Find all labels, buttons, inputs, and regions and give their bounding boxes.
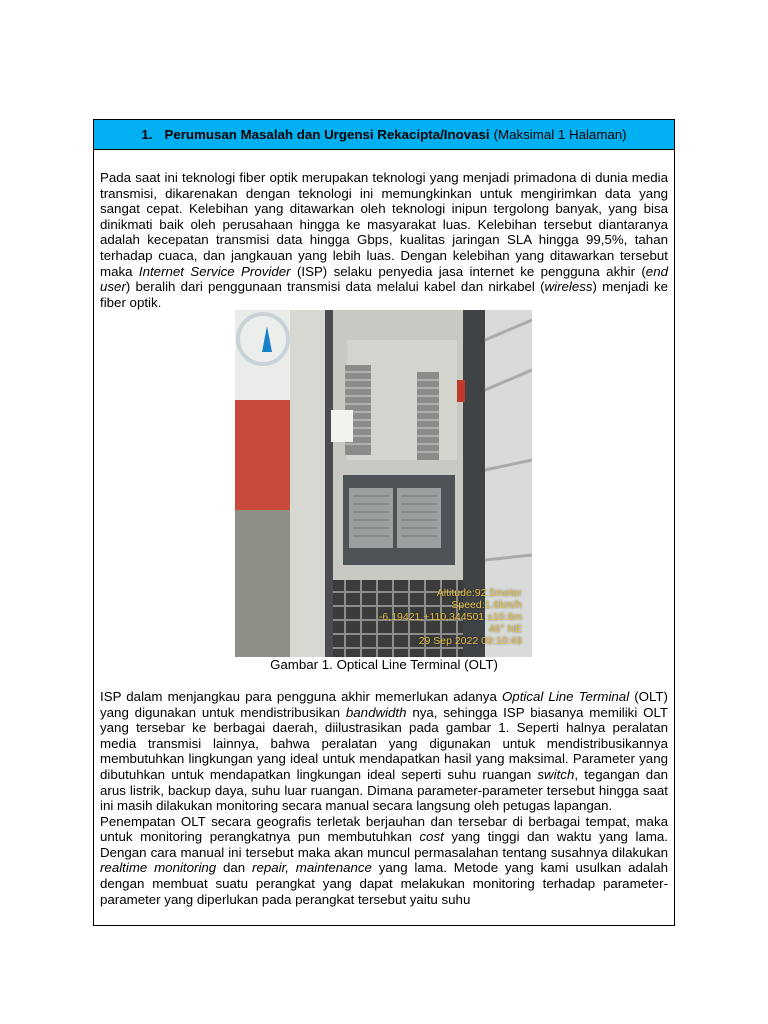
section-header (94, 120, 674, 150)
section-title: Perumusan Masalah dan Urgensi Rekacipta/Inovasi (164, 127, 490, 142)
text-run-italic: bandwidth (345, 704, 407, 720)
figure-caption: Gambar 1. Optical Line Terminal (OLT) (270, 657, 498, 673)
text-run: yang lama. Metode yang kami usulkan adalah dengan membuat suatu perangkat yang dapat melakukan monitoring terhadap parameter-parameter yang diperlukan pada perangkat tersebut yaitu suhu (100, 860, 669, 907)
text-run: Penempatan OLT secara geografis terletak berjauhan dan tersebar di berbagai tempat, maka untuk monitoring perangkatnya pun membutuhkan (100, 813, 668, 845)
text-run: ) beralih dari penggunaan transmisi data melalui kabel dan nirkabel ( (125, 279, 545, 295)
text-run: (OLT) yang digunakan untuk mendistribusikan (100, 688, 668, 720)
section-box (93, 119, 675, 926)
paragraph-intro (100, 170, 668, 310)
text-run-italic: switch (537, 766, 575, 782)
section-subtitle: (Maksimal 1 Halaman) (493, 127, 627, 142)
overlay-coords: -6,19421,+110,344501 ±10.6m (378, 611, 522, 624)
text-run: (ISP) selaku penyedia jasa internet ke pengguna akhir ( (290, 263, 646, 279)
olt-photo (235, 310, 532, 657)
text-run-italic: end user (100, 263, 668, 295)
text-run-italic: realtime monitoring (100, 860, 217, 876)
text-run: ISP dalam menjangkau para pengguna akhir memerlukan adanya (100, 688, 502, 704)
text-run-italic: repair, maintenance (252, 860, 372, 876)
gps-overlay (379, 587, 522, 647)
section-content (100, 170, 668, 907)
text-run: , tegangan dan arus listrik, backup daya, suhu luar ruangan. Dimana parameter-parameter tersebut hingga saat ini masih dilakukan monitoring secara manual secara langsung oleh petugas lapangan. (100, 766, 668, 814)
text-run-italic: Optical Line Terminal (501, 688, 630, 704)
overlay-heading: 46° NE (488, 623, 522, 636)
overlay-datetime: 29 Sep 2022 09:10:49 (418, 635, 522, 648)
overlay-speed: Speed:1.6km/h (451, 599, 522, 612)
text-run-italic: cost (419, 829, 444, 845)
text-run: ) menjadi ke fiber optik. (100, 279, 668, 310)
overlay-altitude: Altitude:92.5meter (436, 587, 522, 600)
paragraph-olt (100, 689, 668, 814)
text-run: dan (216, 860, 253, 876)
text-run-italic: Internet Service Provider (138, 263, 291, 279)
text-run-italic: wireless (544, 279, 593, 295)
compass-icon (236, 312, 290, 366)
spacer (100, 673, 668, 689)
text-run: yang tinggi dan waktu yang lama. Dengan cara manual ini tersebut maka akan muncul permasalahan tentang susahnya dilakukan (100, 829, 669, 860)
paragraph-placement (100, 814, 668, 908)
text-run: nya, sehingga ISP biasanya memiliki OLT yang tersebar ke berbagai daerah, diilustrasikan pada gambar 1. Seperti halnya peralatan media transmisi lainnya, bahwa peralatan yang digunakan untuk mendistribusikannya membutuhkan lingkungan yang ideal untuk mendapatkan hasil yang maksimal. Parameter yang dibutuhkan untuk mendapatkan lingkungan ideal seperti suhu ruangan (100, 704, 669, 782)
section-number: 1. (141, 127, 153, 142)
text-run: Pada saat ini teknologi fiber optik merupakan teknologi yang menjadi primadona di dunia media transmisi, dikarenakan dengan teknologi ini memungkinkan untuk mengirimkan data yang sangat cepat. Kelebihan yang ditawarkan oleh teknologi inipun tergolong banyak, yang bisa dinikmati baik oleh perusahaan hingga ke masyarakat luas. Kelebihan tersebut diantaranya adalah kecepatan transmisi data hingga Gbps, kualitas jaringan SLA hingga 99,5%, tahan terhadap cuaca, dan jangkauan yang lebih luas. Dengan kelebihan yang ditawarkan tersebut maka (100, 170, 668, 279)
